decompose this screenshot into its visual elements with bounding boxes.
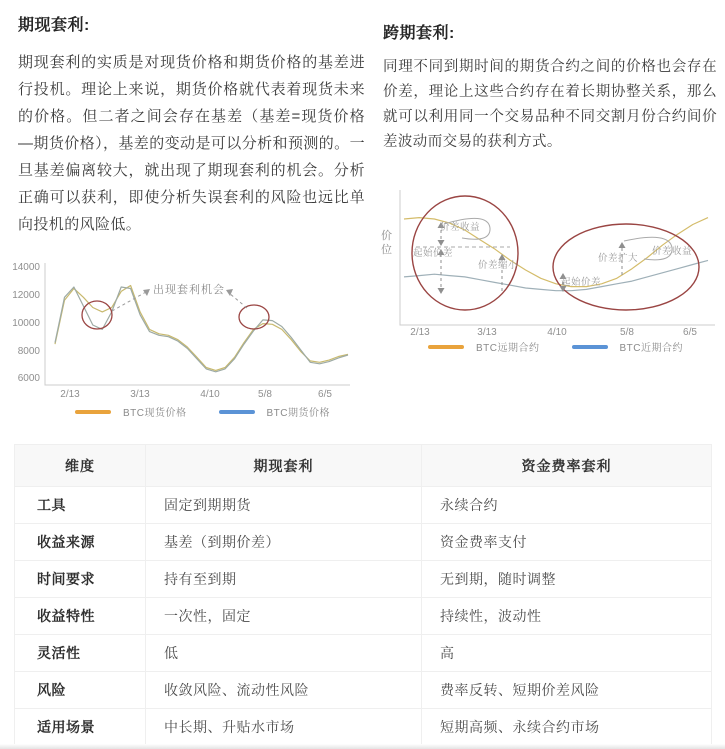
section-calendar-spread (383, 20, 717, 155)
table-row (15, 524, 712, 561)
legend-swatch-BTC现货价格 (75, 410, 111, 414)
table-cell: 资金费率支付 (422, 524, 712, 561)
x-tick: 5/8 (258, 389, 272, 400)
chart2-y-axis-label: 价位 (381, 230, 392, 256)
chart2-legend (428, 339, 715, 354)
table-cell: 无到期，随时调整 (422, 561, 712, 598)
table-dimension-cell: 工具 (15, 487, 146, 524)
spot-vs-futures-price-chart (0, 255, 370, 435)
chart1-arbitrage-circle-1 (82, 301, 112, 329)
x-tick: 5/8 (620, 327, 634, 338)
y-tick: 8000 (17, 346, 40, 357)
legend-label: BTC近期合约 (619, 343, 683, 354)
table-cell: 固定到期期货 (146, 487, 422, 524)
legend-label: BTC远期合约 (476, 343, 540, 354)
chart2-annotation-4: 价差扩大 (598, 253, 639, 264)
table-cell: 一次性，固定 (146, 598, 422, 635)
spot-futures-heading: 期现套利: (18, 17, 90, 34)
table-cell: 中长期、升贴水市场 (146, 709, 422, 746)
legend-item (75, 404, 187, 419)
chart2-arrow-spread-expand-head-top (619, 242, 626, 248)
calendar-heading: 跨期套利: (383, 25, 455, 42)
chart2-annotation-0: 价差收益 (440, 222, 481, 233)
table-row (15, 487, 712, 524)
chart2-right-ellipse (553, 224, 699, 310)
table-dimension-cell: 收益特性 (15, 598, 146, 635)
legend-swatch-BTC期货价格 (219, 410, 255, 414)
x-tick: 4/10 (547, 327, 567, 338)
table-header-cell: 期现套利 (146, 445, 422, 487)
table-header-cell: 资金费率套利 (422, 445, 712, 487)
chart2-annotation-3: 起始价差 (561, 277, 602, 288)
x-tick: 4/10 (200, 389, 220, 400)
table-cell: 高 (422, 635, 712, 672)
x-tick: 3/13 (130, 389, 150, 400)
table-dimension-cell: 风险 (15, 672, 146, 709)
legend-label: BTC现货价格 (123, 408, 187, 419)
table-cell: 短期高频、永续合约市场 (422, 709, 712, 746)
y-tick: 6000 (17, 373, 40, 384)
legend-item (428, 339, 540, 354)
table-row (15, 635, 712, 672)
table-row (15, 561, 712, 598)
table-cell: 低 (146, 635, 422, 672)
chart2-annotation-1: 起始价差 (413, 248, 454, 259)
page-bottom-edge (0, 744, 725, 749)
table-row (15, 709, 712, 746)
chart2-annotation-5: 价差收益 (652, 246, 693, 257)
legend-item (572, 339, 684, 354)
table-cell: 永续合约 (422, 487, 712, 524)
chart1-arbitrage-annotation: 出现套利机会 (153, 284, 225, 296)
chart1-leader-line-left (112, 292, 146, 311)
table-cell: 费率反转、短期价差风险 (422, 672, 712, 709)
table-row (15, 598, 712, 635)
x-tick: 6/5 (318, 389, 332, 400)
legend-label: BTC期货价格 (266, 408, 330, 419)
x-tick: 3/13 (477, 327, 497, 338)
calendar-paragraph: 同理不同到期时间的期货合约之间的价格也会存在价差，理论上这些合约存在着长期协整关系，那么就可以利用同一个交易品种不同交割月份合约间价差波动而交易的获利方式。 (383, 59, 717, 150)
chart2-annotation-2: 价差缩小 (478, 260, 519, 271)
section-spot-futures (18, 12, 365, 238)
chart1-arbitrage-circle-2 (239, 305, 269, 329)
table-header-cell: 维度 (15, 445, 146, 487)
table-dimension-cell: 灵活性 (15, 635, 146, 672)
x-tick: 2/13 (60, 389, 80, 400)
spot-futures-paragraph: 期现套利的实质是对现货价格和期货价格的基差进行投机。理论上来说，期货价格就代表着现货未来的价格。但二者之间会存在基差（基差=现货价格—期货价格），基差的变动是可以分析和预测的。一旦基差偏离较大，就出现了期现套利的机会。分析正确可以获利，即使分析失误套利的风险也远比单向投机的风险低。 (18, 54, 365, 233)
legend-swatch-BTC远期合约 (428, 345, 464, 349)
chart2-series-1 (404, 260, 708, 290)
table-cell: 持有至到期 (146, 561, 422, 598)
x-tick: 2/13 (410, 327, 430, 338)
legend-item (219, 404, 331, 419)
table-dimension-cell: 时间要求 (15, 561, 146, 598)
legend-swatch-BTC近期合约 (572, 345, 608, 349)
table-cell: 基差（到期价差） (146, 524, 422, 561)
comparison-table-wrap (14, 444, 711, 746)
table-header-row (15, 445, 712, 487)
table-dimension-cell: 收益来源 (15, 524, 146, 561)
calendar-spread-schematic-chart (378, 183, 725, 369)
table-cell: 持续性，波动性 (422, 598, 712, 635)
chart2-arrow-initial-spread-left-head-bottom (438, 288, 445, 294)
x-tick: 6/5 (683, 327, 697, 338)
chart1-legend (75, 404, 362, 419)
chart1-leader-line-right (229, 293, 247, 308)
table-cell: 收敛风险、流动性风险 (146, 672, 422, 709)
table-dimension-cell: 适用场景 (15, 709, 146, 746)
comparison-table (14, 444, 712, 746)
y-tick: 12000 (12, 290, 40, 301)
y-tick: 10000 (12, 318, 40, 329)
table-row (15, 672, 712, 709)
y-tick: 14000 (12, 262, 40, 273)
chart1-arrowhead-left (143, 289, 150, 296)
